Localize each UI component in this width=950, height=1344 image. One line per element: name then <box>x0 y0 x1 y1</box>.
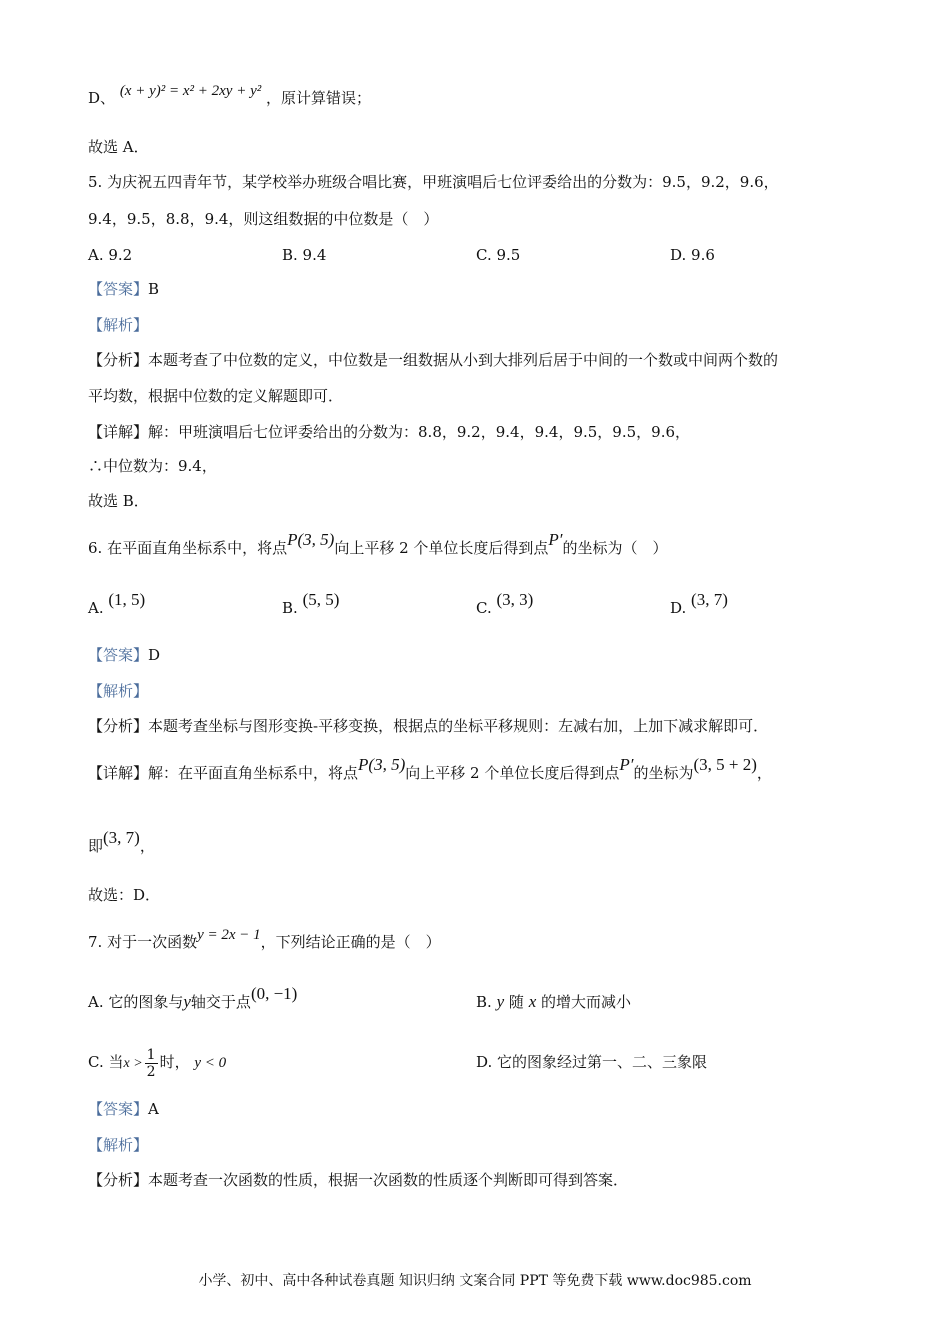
q7-fenxi-tag: 【分析】 <box>88 1171 149 1189</box>
prev-option-d-label: D、 <box>88 89 116 107</box>
q6-answer-tag: 【答案】 <box>88 646 149 664</box>
prev-conclusion: 故选 A． <box>88 138 149 156</box>
q7-stem-post: ，下列结论正确的是（ ） <box>260 933 441 951</box>
q6-option-c-value: (3, 3) <box>496 590 534 609</box>
q6-option-c <box>476 590 534 618</box>
q5-fenxi-text: 本题考查了中位数的定义，中位数是一组数据从小到大排列后居于中间的一个数或中间两个数的 <box>148 351 779 369</box>
q6-option-c-letter: C. <box>476 599 492 617</box>
q6-answer <box>88 645 160 665</box>
q7-option-b-mid: 随 <box>508 993 524 1011</box>
q7-option-b-y: y <box>496 992 505 1011</box>
q6-stem-post: 的坐标为（ ） <box>562 539 668 557</box>
q6-ji <box>88 828 155 856</box>
q5-analysis-tag: 【解析】 <box>88 316 149 334</box>
q7-option-c-x: x > <box>123 1056 143 1071</box>
q6-xiangjie-pre: 解：在平面直角坐标系中，将点 <box>148 764 359 782</box>
q7-option-a <box>88 984 298 1012</box>
q6-xiangjie-point: P(3, 5) <box>358 755 406 774</box>
q7-fraction-numerator: 1 <box>146 1046 156 1063</box>
q7-answer-value: A <box>148 1100 159 1118</box>
expansion-formula: (x + y)² = x² + 2xy + y² <box>119 83 262 99</box>
q6-option-d-letter: D. <box>670 599 687 617</box>
q6-option-b <box>282 590 340 618</box>
q5-stem-line2: 9.4，9.5，8.8，9.4，则这组数据的中位数是（ ） <box>88 210 439 228</box>
q6-analysis-tag: 【解析】 <box>88 682 149 700</box>
q5-fenxi-tag: 【分析】 <box>88 351 149 369</box>
q5-option-d: D. 9.6 <box>670 246 715 264</box>
q6-option-a-value: (1, 5) <box>108 590 146 609</box>
q7-option-b-post: 的增大而减小 <box>541 993 632 1011</box>
q5-fenxi-line2: 平均数，根据中位数的定义解题即可． <box>88 387 344 405</box>
q6-xiangjie-expr: (3, 5 + 2) <box>693 755 757 774</box>
q5-option-b: B. 9.4 <box>282 246 327 264</box>
q5-conclusion: 故选 B． <box>88 492 149 510</box>
q7-option-c <box>88 1044 226 1082</box>
q6-ji-pre: 即 <box>88 837 104 855</box>
q6-ji-value: (3, 7) <box>103 828 140 847</box>
q6-xiangjie-point-prime: P′ <box>619 755 634 774</box>
q7-option-b-x: x <box>528 992 537 1011</box>
q6-option-d <box>670 590 728 618</box>
q5-xiangjie-text: 解：甲班演唱后七位评委给出的分数为：8.8，9.2，9.4，9.4，9.5，9.5，9.6， <box>148 423 691 441</box>
q6-fenxi-text: 本题考查坐标与图形变换-平移变换，根据点的坐标平移规则：左减右加，上加下减求解即可． <box>148 717 769 735</box>
q7-option-a-point: (0, −1) <box>250 984 298 1003</box>
q7-option-c-mid: 时， <box>159 1053 190 1071</box>
q5-stem-line1: 5. 为庆祝五四青年节，某学校举办班级合唱比赛，甲班演唱后七位评委给出的分数为：9.5，9.2，9.6， <box>88 173 779 191</box>
q6-stem-mid: 向上平移 2 个单位长度后得到点 <box>334 539 549 557</box>
q6-point-prime: P′ <box>548 530 563 549</box>
q5-xiangjie <box>88 422 690 442</box>
q7-option-c-ineq: y < 0 <box>194 1055 227 1071</box>
q6-option-a <box>88 590 146 618</box>
q6-fenxi <box>88 716 768 736</box>
q5-answer <box>88 279 159 299</box>
q6-ji-post: ， <box>139 837 155 855</box>
q7-option-a-pre: A. 它的图象与 <box>88 993 184 1011</box>
q7-option-a-y: y <box>183 992 191 1011</box>
q6-xiangjie <box>88 755 772 783</box>
prev-option-d-note: ，原计算错误； <box>266 89 372 107</box>
q7-fenxi-text: 本题考查一次函数的性质，根据一次函数的性质逐个判断即可得到答案． <box>148 1171 629 1189</box>
q6-conclusion: 故选：D． <box>88 886 161 904</box>
q6-fenxi-tag: 【分析】 <box>88 717 149 735</box>
q6-xiangjie-post: 的坐标为 <box>633 764 694 782</box>
q6-option-a-letter: A. <box>88 599 104 617</box>
q7-option-c-fraction <box>145 1047 158 1080</box>
q7-fenxi <box>88 1170 628 1190</box>
q7-analysis-tag: 【解析】 <box>88 1136 149 1154</box>
q5-fenxi-line1 <box>88 350 778 370</box>
q6-xiangjie-mid: 向上平移 2 个单位长度后得到点 <box>405 764 620 782</box>
q7-function: y = 2x − 1 <box>197 927 261 943</box>
prev-option-d <box>88 83 372 109</box>
q7-stem <box>88 927 441 953</box>
q7-option-c-pre: C. 当 <box>88 1053 124 1071</box>
page-footer: 小学、初中、高中各种试卷真题 知识归纳 文案合同 PPT 等免费下载 www.doc985.com <box>198 1273 752 1289</box>
q5-answer-value: B <box>148 280 160 298</box>
q6-stem <box>88 530 668 558</box>
q6-option-b-value: (5, 5) <box>302 590 340 609</box>
q7-option-b-pre: B. <box>476 993 492 1011</box>
q6-xiangjie-tag: 【详解】 <box>88 764 149 782</box>
q5-median-line: ∴中位数为：9.4， <box>88 457 217 475</box>
q6-xiangjie-comma: ， <box>756 764 772 782</box>
q7-answer-tag: 【答案】 <box>88 1100 149 1118</box>
q7-option-b <box>476 992 631 1012</box>
q7-answer <box>88 1099 159 1119</box>
q7-stem-pre: 7. 对于一次函数 <box>88 933 198 951</box>
q5-xiangjie-tag: 【详解】 <box>88 423 149 441</box>
q6-option-d-value: (3, 7) <box>691 590 728 609</box>
q7-fraction-denominator: 2 <box>146 1063 156 1080</box>
q6-point: P(3, 5) <box>287 530 335 549</box>
q6-stem-pre: 6. 在平面直角坐标系中，将点 <box>88 539 288 557</box>
q5-answer-tag: 【答案】 <box>88 280 149 298</box>
q5-option-a: A. 9.2 <box>88 246 133 264</box>
q6-option-b-letter: B. <box>282 599 298 617</box>
q5-option-c: C. 9.5 <box>476 246 521 264</box>
q7-option-d: D. 它的图象经过第一、二、三象限 <box>476 1053 708 1071</box>
q7-option-a-mid: 轴交于点 <box>190 993 251 1011</box>
q6-answer-value: D <box>148 646 161 664</box>
